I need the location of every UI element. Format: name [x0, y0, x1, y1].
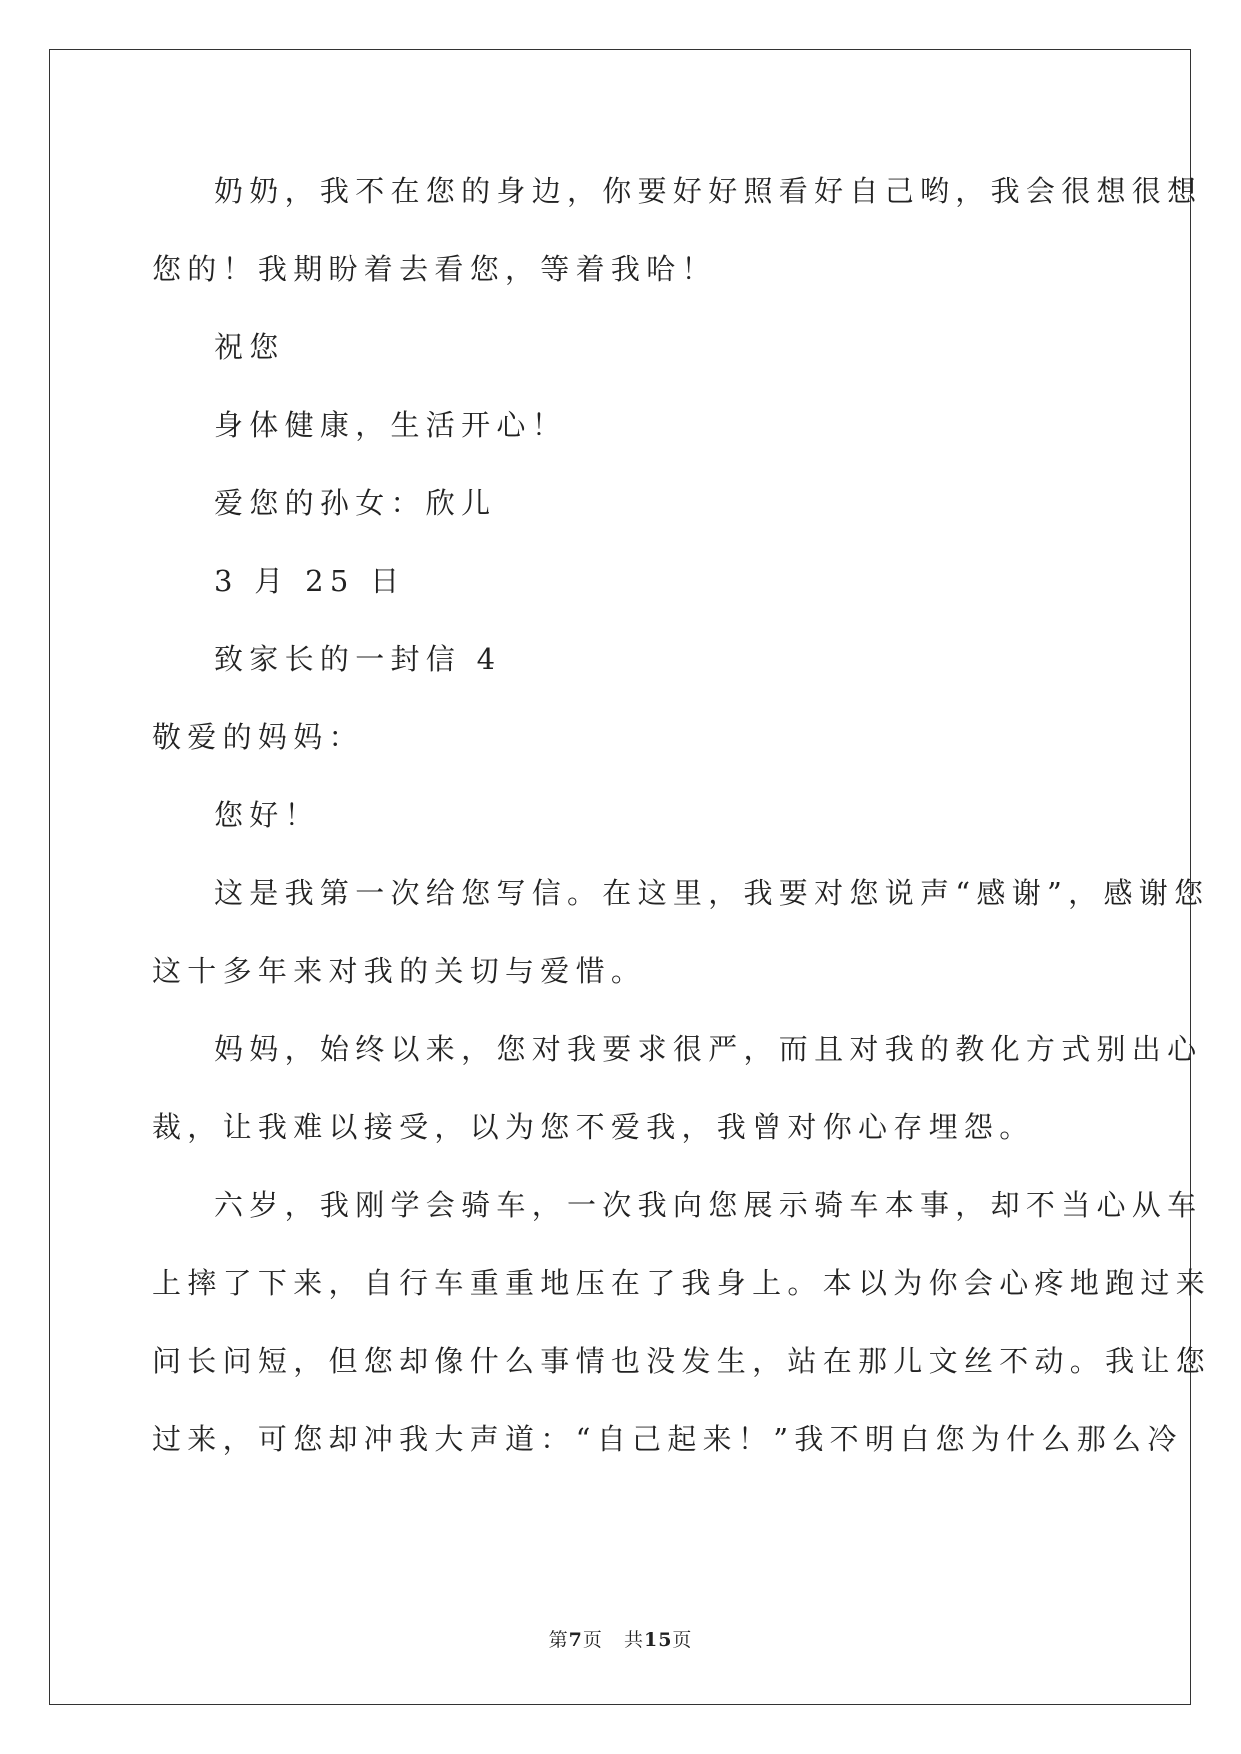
paragraph-line: 六岁，我刚学会骑车，一次我向您展示骑车本事，却不当心从车 — [214, 1188, 1203, 1222]
greeting-line: 您好！ — [214, 798, 320, 832]
page-number: 7 — [568, 1629, 583, 1651]
paragraph-line: 您的！我期盼着去看您，等着我哈！ — [152, 252, 717, 286]
greeting-line: 祝您 — [214, 330, 285, 364]
total-unit: 页 — [672, 1629, 693, 1651]
wish-line: 身体健康，生活开心！ — [214, 408, 568, 442]
paragraph-line: 问长问短，但您却像什么事情也没发生，站在那儿文丝不动。我让您 — [152, 1344, 1212, 1378]
paragraph-line: 这十多年来对我的关切与爱惜。 — [152, 954, 647, 988]
page-unit: 页 — [582, 1629, 603, 1651]
date-line: 3 月 25 日 — [214, 564, 406, 598]
salutation-line: 敬爱的妈妈： — [152, 720, 364, 754]
paragraph-line: 奶奶，我不在您的身边，你要好好照看好自己哟，我会很想很想 — [214, 174, 1203, 208]
signature-line: 爱您的孙女：欣儿 — [214, 486, 497, 520]
total-pages: 15 — [643, 1629, 673, 1651]
paragraph-line: 上摔了下来，自行车重重地压在了我身上。本以为你会心疼地跑过来 — [152, 1266, 1212, 1300]
page-footer — [0, 1625, 1241, 1652]
paragraph-line: 裁，让我难以接受，以为您不爱我，我曾对你心存埋怨。 — [152, 1110, 1035, 1144]
page-prefix: 第 — [548, 1629, 569, 1651]
paragraph-line: 这是我第一次给您写信。在这里，我要对您说声“感谢”，感谢您 — [214, 876, 1210, 910]
paragraph-line: 过来，可您却冲我大声道：“自己起来！”我不明白您为什么那么冷 — [152, 1422, 1183, 1456]
total-prefix: 共 — [623, 1629, 644, 1651]
paragraph-line: 妈妈，始终以来，您对我要求很严，而且对我的教化方式别出心 — [214, 1032, 1203, 1066]
section-title: 致家长的一封信 4 — [214, 642, 502, 676]
